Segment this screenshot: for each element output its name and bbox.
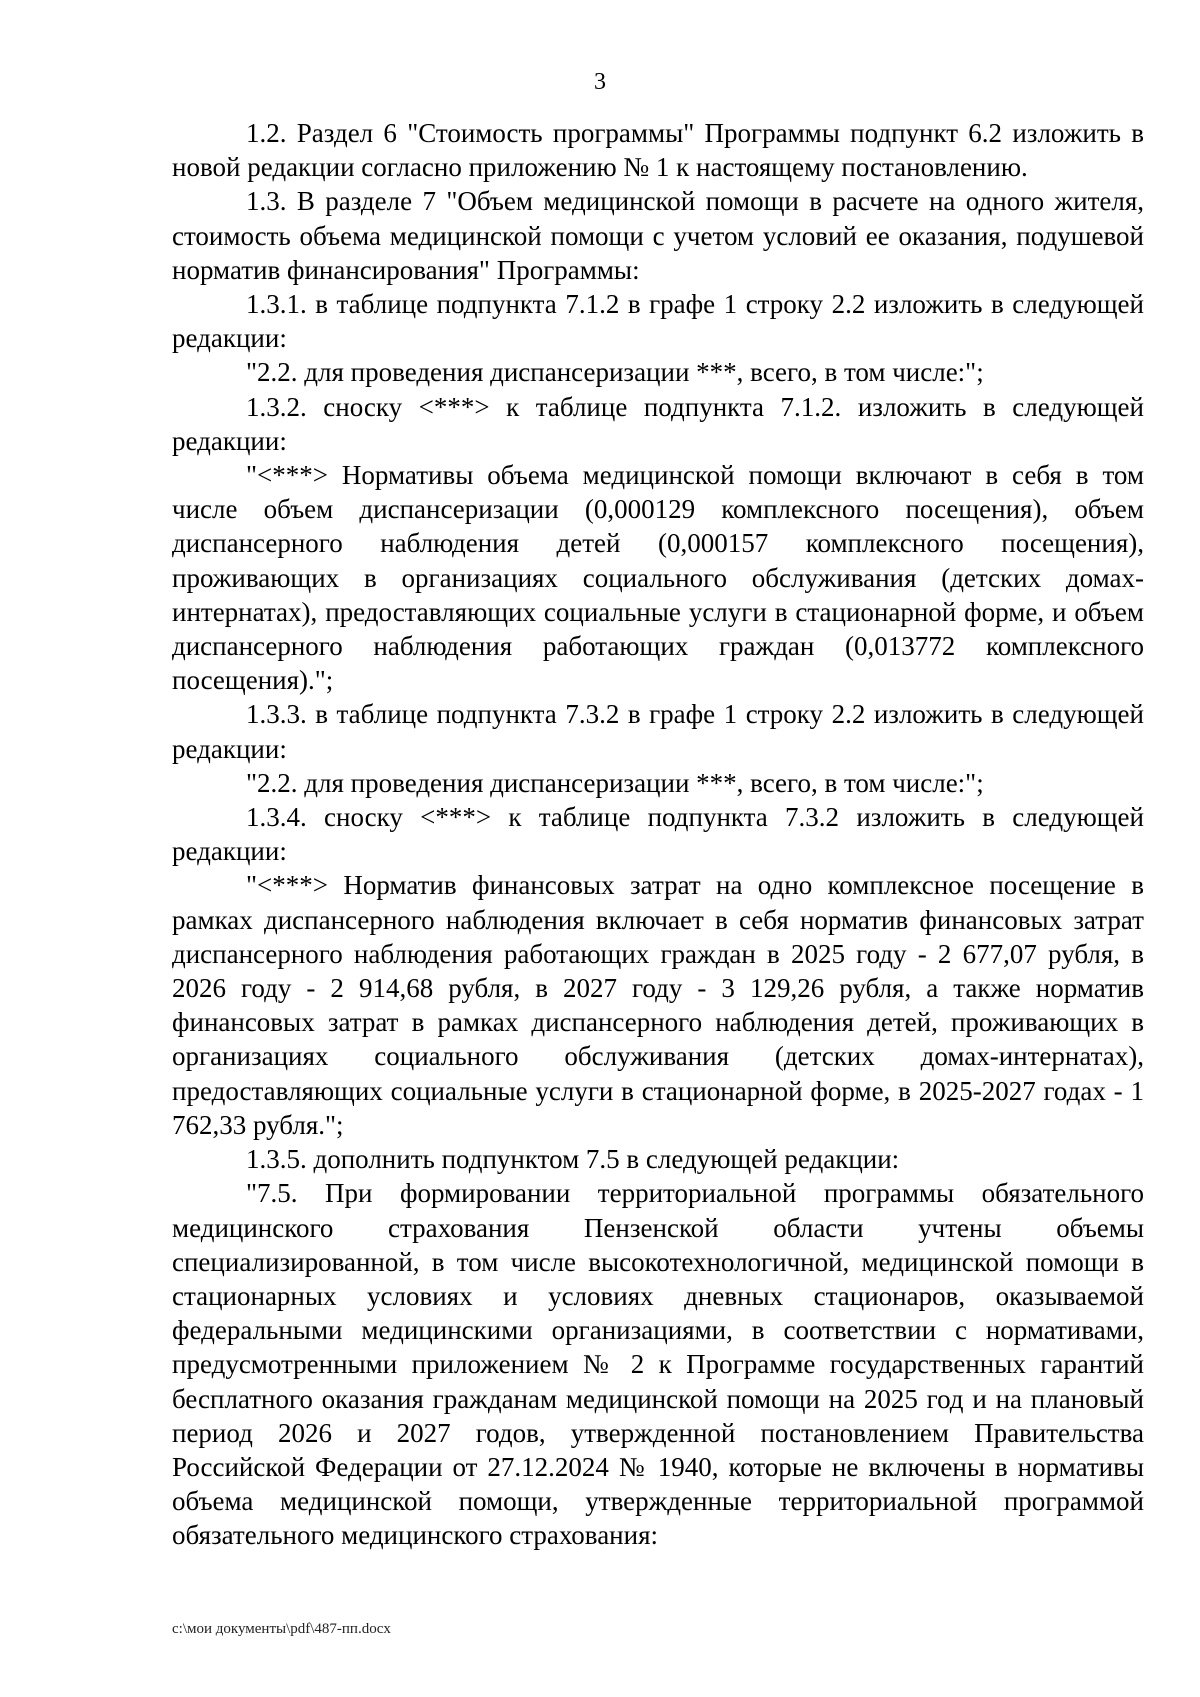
paragraph-1-3-2: 1.3.2. сноску <***> к таблице подпункта 7.1.2. изложить в следующей редакции: xyxy=(172,391,1144,456)
quote-footnote-costs: "<***> Норматив финансовых затрат на одно комплексное посещение в рамках диспансерного наблюдения включает в себя норматив финансовых затрат диспансерного наблюдения работающих граждан в 2025 году - 2 677,07 рубля, в 2026 году - 2 914,68 рубля, в 2027 году - 3 129,26 рубля, а также норматив финансовых затрат в рамках диспансерного наблюдения детей, проживающих в организациях социального обслуживания (детских домах-интернатах), предоставляющих социальные услуги в стационарной форме, в 2025-2027 годах - 1 762,33 рубля."; xyxy=(172,870,1144,1140)
document-body xyxy=(172,116,1144,1553)
page-number: 3 xyxy=(594,69,606,95)
footer-file-path: c:\мои документы\pdf\487-пп.docx xyxy=(172,1621,391,1637)
paragraph-1-3: 1.3. В разделе 7 "Объем медицинской помощи в расчете на одного жителя, стоимость объема медицинской помощи с учетом условий ее оказания, подушевой норматив финансирования" Программы: xyxy=(172,186,1144,285)
paragraph-1-2: 1.2. Раздел 6 "Стоимость программы" Программы подпункт 6.2 изложить в новой редакции согласно приложению № 1 к настоящему постановлению. xyxy=(172,118,1144,183)
quote-footnote-volume: "<***> Нормативы объема медицинской помощи включают в себя в том числе объем диспансеризации (0,000129 комплексного посещения), объем диспансерного наблюдения детей (0,000157 комплексного посещения), проживающих в организациях социального обслуживания (детских домах-интернатах), предоставляющих социальные услуги в стационарной форме, и объем диспансерного наблюдения работающих граждан (0,013772 комплексного посещения)."; xyxy=(172,460,1144,696)
paragraph-1-3-1: 1.3.1. в таблице подпункта 7.1.2 в графе 1 строку 2.2 изложить в следующей редакции: xyxy=(172,289,1144,354)
quote-subsection-7-5: "7.5. При формировании территориальной программы обязательного медицинского страхования Пензенской области учтены объемы специализированной, в том числе высокотехнологичной, медицинской помощи в стационарных условиях и условиях дневных стационаров, оказываемой федеральными медицинскими организациями, в соответствии с нормативами, предусмотренными приложением № 2 к Программе государственных гарантий бесплатного оказания гражданам медицинской помощи на 2025 год и на плановый период 2026 и 2027 годов, утвержденной постановлением Правительства Российской Федерации от 27.12.2024 № 1940, которые не включены в нормативы объема медицинской помощи, утвержденные территориальной программой обязательного медицинского страхования: xyxy=(172,1178,1144,1551)
paragraph-1-3-5: 1.3.5. дополнить подпунктом 7.5 в следующей редакции: xyxy=(246,1144,900,1175)
quote-row-2-2-second: "2.2. для проведения диспансеризации ***, всего, в том числе:"; xyxy=(246,767,984,798)
quote-row-2-2-first: "2.2. для проведения диспансеризации ***, всего, в том числе:"; xyxy=(246,357,984,388)
paragraph-1-3-4: 1.3.4. сноску <***> к таблице подпункта 7.3.2 изложить в следующей редакции: xyxy=(172,802,1144,867)
paragraph-1-3-3: 1.3.3. в таблице подпункта 7.3.2 в графе 1 строку 2.2 изложить в следующей редакции: xyxy=(172,699,1144,764)
